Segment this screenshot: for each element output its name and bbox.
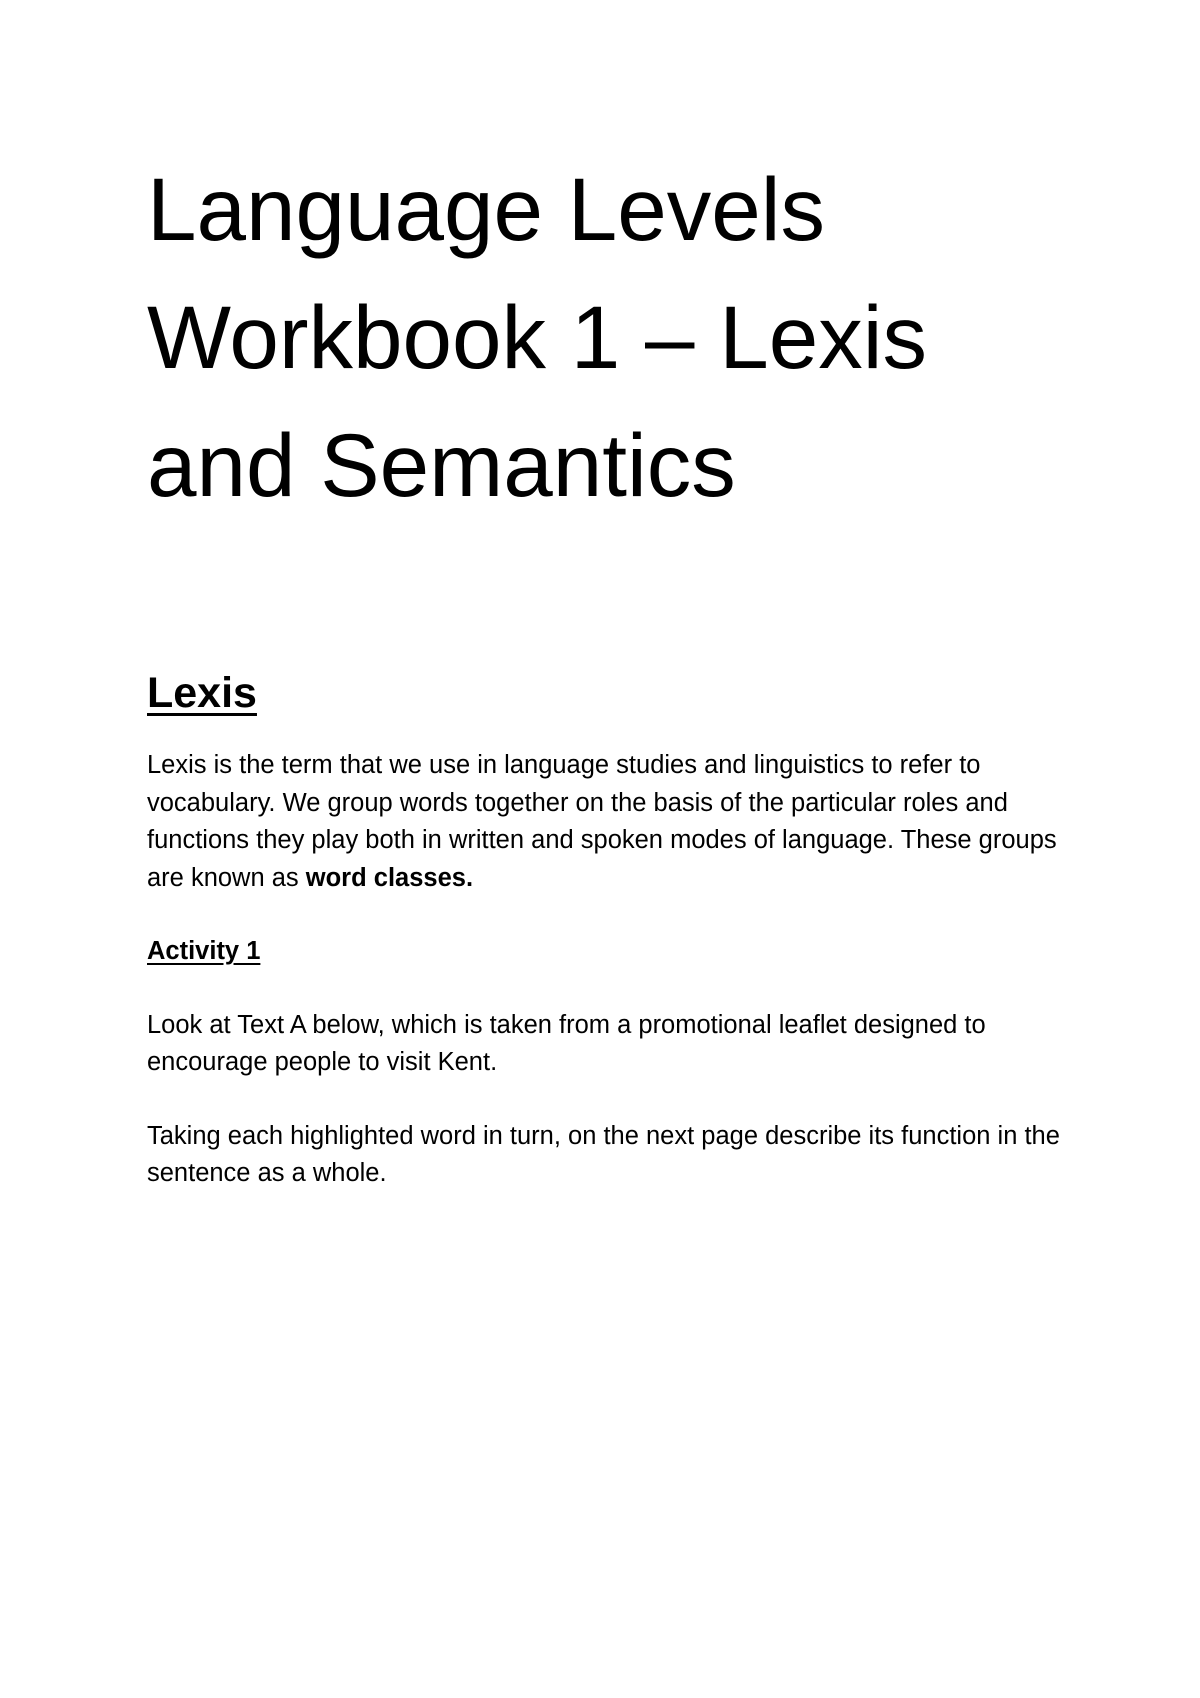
activity-heading: Activity 1 [147, 937, 261, 965]
lexis-definition-paragraph [147, 747, 1097, 897]
word-classes-term: word classes. [305, 863, 474, 892]
section-heading-lexis: Lexis [147, 669, 257, 717]
activity-task-paragraph: Taking each highlighted word in turn, on the next page describe its function in the sentence as a whole. [147, 1121, 1060, 1187]
activity-instructions-paragraph: Look at Text A below, which is taken from a promotional leaflet designed to encourage people to visit Kent. [147, 1010, 986, 1076]
lexis-definition-text: Lexis is the term that we use in language studies and linguistics to refer to vocabulary. We group words together on the basis of the particular roles and functions they play both in written and spoken modes of language. These groups are known as [147, 751, 1057, 892]
document-title: Language Levels Workbook 1 – Lexis and Semantics [147, 159, 927, 515]
